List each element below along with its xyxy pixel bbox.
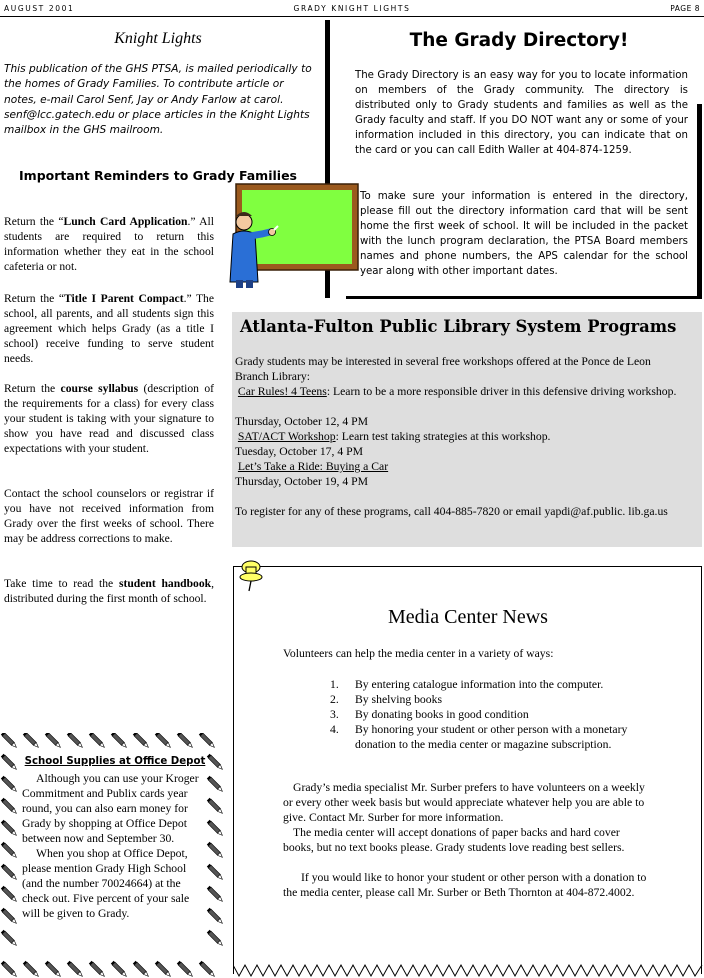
list-number: 1. — [330, 678, 339, 691]
pencil-icon — [67, 961, 84, 978]
pushpin-icon — [233, 557, 263, 593]
pencil-icon — [133, 961, 150, 978]
library-title: Atlanta-Fulton Public Library System Programs — [240, 317, 677, 336]
workshop-title: SAT/ACT Workshop — [237, 430, 336, 443]
header-date: AUGUST 2001 — [4, 4, 75, 13]
library-workshop-3 — [235, 459, 687, 474]
list-text: By honoring your student or other person with a monetary donation to the media center or magazine subscription. — [355, 723, 628, 751]
header-rule — [0, 16, 704, 17]
pencil-icon — [89, 961, 106, 978]
pencil-icon — [1, 798, 18, 815]
pencil-icon — [177, 961, 194, 978]
pencil-icon — [111, 961, 128, 978]
reminder-text: Return the “ — [4, 215, 64, 228]
pencil-icon — [207, 864, 224, 881]
reminder-student-handbook — [4, 576, 214, 606]
reminder-title-one-compact — [4, 291, 214, 366]
pencil-icon — [1, 776, 18, 793]
library-workshop-1-date: Thursday, October 12, 4 PM — [235, 415, 368, 428]
pencil-icon — [1, 886, 18, 903]
list-number: 4. — [330, 723, 339, 736]
reminder-bold: student handbook — [118, 577, 212, 590]
pencil-icon — [1, 908, 18, 925]
list-text: By shelving books — [355, 693, 443, 706]
directory-right-border — [697, 104, 702, 298]
office-depot-paragraph-2: When you shop at Office Depot, please mention Grady High School (and the number 70024664) at the check out. Five percent of your sale will be given to Grady. — [22, 847, 190, 920]
pencil-icon — [45, 733, 62, 749]
media-paragraph-3: If you would like to honor your student or other person with a donation to the media center, please call Mr. Surber or Beth Thornton at 404-872.4002. — [283, 871, 647, 899]
reminder-text: .” The school, all parents, and all students sign this agreement which helps Grady (as a title I school) receive funding to serve student needs. — [4, 292, 214, 365]
pencil-icon — [1, 842, 18, 859]
list-item — [330, 692, 640, 707]
pencil-icon — [155, 733, 172, 749]
reminder-text: Return the — [4, 382, 61, 395]
directory-title: The Grady Directory! — [409, 30, 629, 51]
media-paragraph-2: The media center will accept donations of paper backs and hard cover books, but no text books please. Grady students love reading best sellers. — [283, 826, 625, 854]
pencil-icon — [45, 961, 62, 978]
reminder-contact-counselors — [4, 486, 214, 546]
pencil-icon — [1, 733, 18, 749]
directory-bottom-border — [346, 296, 702, 299]
reminder-text: Return the “ — [4, 292, 65, 305]
header-title: GRADY KNIGHT LIGHTS — [293, 4, 411, 13]
reminder-text: Contact the school counselors or registrar if you have not received information from Grady over the first weeks of school. There may be address corrections to make. — [4, 487, 214, 545]
pencil-icon — [23, 733, 40, 749]
reminder-text: (description of the requirements for a class) for every class your student is taking with your signature to show you have read and discussed class expectations with your student. — [4, 382, 214, 455]
library-workshop-1 — [235, 384, 687, 399]
reminder-text: .” All students are required to return this information whether they eat in the school cafeteria or not. — [4, 215, 215, 273]
directory-paragraph-2: To make sure your information is entered in the directory, please fill out the directory information card that will be sent home the first week of school. It will be included in the packet with the lunch program declaration, the PTSA Board members names and phone numbers, the APS calendar for the school year along with other important dates. — [360, 191, 688, 277]
library-intro: Grady students may be interested in several free workshops offered at the Ponce de Leon Branch Library: — [235, 355, 651, 383]
pencil-icon — [133, 733, 150, 749]
pencil-icon — [23, 961, 40, 978]
pencil-icon — [207, 820, 224, 837]
reminders-heading: Important Reminders to Grady Families — [19, 168, 297, 183]
workshop-description: : Learn test taking strategies at this workshop. — [335, 430, 551, 443]
reminder-bold: course syllabus — [60, 382, 139, 395]
pencil-icon — [1, 864, 18, 881]
list-item — [330, 707, 640, 722]
reminder-bold: Lunch Card Application — [63, 215, 188, 228]
list-item — [330, 677, 640, 692]
pencil-icon — [155, 961, 172, 978]
pencil-icon — [207, 754, 224, 771]
chalkboard-surface — [242, 190, 352, 264]
pencil-icon — [89, 733, 106, 749]
reminder-text: , distributed during the first month of school. — [4, 577, 214, 605]
office-depot-text — [22, 771, 208, 921]
office-depot-paragraph-1: Although you can use your Kroger Commitment and Publix cards year round, you can also earn money for Grady by shopping at Office Depot between now and September 30. — [22, 772, 199, 845]
media-paragraph-1: Grady’s media specialist Mr. Surber prefers to have volunteers on a weekly or every other week basis but would appreciate whatever help you are able to give. Contact Mr. Surber for more information. — [283, 781, 645, 824]
reminder-bold: Title I Parent Compact — [64, 292, 184, 305]
header-page-number: PAGE 8 — [670, 4, 700, 13]
list-number: 2. — [330, 693, 339, 706]
pencil-icon — [199, 733, 216, 749]
media-volunteer-list — [330, 677, 640, 752]
list-item — [330, 722, 635, 752]
pencil-icon — [111, 733, 128, 749]
masthead-title: Knight Lights — [114, 30, 202, 47]
pencil-icon — [207, 886, 224, 903]
library-workshop-2-date: Tuesday, October 17, 4 PM — [235, 445, 364, 458]
pencil-icon — [199, 961, 216, 978]
pencil-icon — [177, 733, 194, 749]
reminder-text: Take time to read the — [4, 577, 119, 590]
masthead-blurb: This publication of the GHS PTSA, is mailed periodically to the homes of Grady Families. To contribute article or notes, e-mail Carol Senf, Jay or Andy Farlow at carol. senf@lcc.gatech.edu or place articles in the Knight Lights mailbox in the GHS mailroom. — [4, 63, 312, 137]
media-center-title: Media Center News — [388, 606, 548, 628]
pencil-icon — [207, 776, 224, 793]
directory-paragraph-1: The Grady Directory is an easy way for you to locate information on members of the Grady community. The directory is distributed only to Grady students and families as well as the Grady faculty and staff. If you DO NOT want any or some of your information included in this directory, you can indicate that on the card or you can call Edith Waller at 404-874-1259. — [355, 70, 688, 156]
pencil-icon — [1, 820, 18, 837]
pencil-icon — [1, 961, 18, 978]
pencil-icon — [207, 842, 224, 859]
list-number: 3. — [330, 708, 339, 721]
workshop-title: Let’s Take a Ride: Buying a Car — [237, 460, 389, 473]
list-text: By donating books in good condition — [355, 708, 529, 721]
library-workshop-3-date: Thursday, October 19, 4 PM — [235, 475, 368, 488]
workshop-title: Car Rules! 4 Teens — [237, 385, 327, 398]
teacher-chalkboard-clipart — [228, 182, 360, 290]
reminder-lunch-card — [4, 214, 214, 274]
media-intro: Volunteers can help the media center in a variety of ways: — [283, 647, 554, 660]
list-text: By entering catalogue information into the computer. — [355, 678, 604, 691]
torn-bottom-edge — [233, 963, 703, 978]
pencil-icon — [1, 930, 18, 947]
pencil-icon — [207, 908, 224, 925]
library-workshop-2 — [235, 429, 687, 444]
library-registration-info: To register for any of these programs, call 404-885-7820 or email yapdi@af.public. lib.ga.us — [235, 505, 668, 518]
pencil-icon — [67, 733, 84, 749]
pencil-icon — [207, 798, 224, 815]
pencil-icon — [207, 930, 224, 947]
reminder-course-syllabus — [4, 381, 214, 456]
workshop-description: : Learn to be a more responsible driver in this defensive driving workshop. — [326, 385, 677, 398]
pencil-icon — [1, 754, 18, 771]
office-depot-title: School Supplies at Office Depot — [24, 756, 206, 767]
